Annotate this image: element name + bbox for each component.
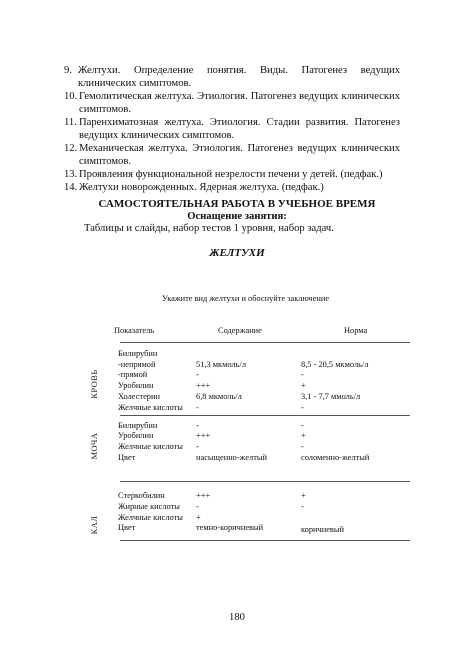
header-norm: Норма [344, 326, 368, 335]
row-value: - [196, 442, 199, 451]
header-indicator: Показатель [114, 326, 155, 335]
task-text: Укажите вид желтухи и обоснуйте заключение [162, 294, 330, 303]
divider [120, 415, 410, 416]
row-name: Желчные кислоты [118, 513, 183, 522]
row-name: -непрямой [118, 360, 156, 369]
question-list [64, 64, 400, 194]
row-name: Желчные кислоты [118, 442, 183, 451]
row-value: +++ [196, 381, 211, 390]
list-item [64, 181, 400, 194]
list-item [64, 116, 400, 142]
row-name: Холестерин [118, 392, 160, 401]
row-name: Билирубин [118, 349, 158, 358]
list-item [64, 168, 400, 181]
row-norm: - [301, 442, 304, 451]
equipment-text: Таблицы и слайды, набор тестов 1 уровня, набор задач. [84, 223, 334, 234]
row-value: - [196, 421, 199, 430]
row-name: -прямой [118, 370, 148, 379]
row-value: - [196, 370, 199, 379]
row-value: - [196, 502, 199, 511]
group-label-urine: МОЧА [90, 432, 99, 460]
row-norm: + [301, 381, 306, 390]
row-value: +++ [196, 431, 211, 440]
page-number: 180 [229, 612, 245, 623]
row-name: Жирные кислоты [118, 502, 180, 511]
row-norm: 3,1 - 7,7 ммоль/л [301, 392, 361, 401]
item-number: 12. [64, 143, 78, 154]
list-item [64, 90, 400, 116]
divider [120, 342, 410, 343]
item-number: 14. [64, 182, 78, 193]
row-name: Цвет [118, 523, 136, 532]
item-number: 13. [64, 169, 78, 180]
group-label-stool: КАЛ [90, 515, 99, 535]
row-norm: + [301, 491, 306, 500]
list-item [64, 64, 400, 90]
item-text: Гемолитическая желтуха. Этиология. Патогенез ведущих клинических симптомов. [79, 91, 400, 115]
row-norm: + [301, 431, 306, 440]
item-text: Проявления функциональной незрелости печени у детей. (педфак.) [79, 169, 383, 180]
row-value: +++ [196, 491, 211, 500]
item-number: 9. [64, 65, 72, 76]
row-value: 6,8 мкмоль/л [196, 392, 242, 401]
section-title: САМОСТОЯТЕЛЬНАЯ РАБОТА В УЧЕБНОЕ ВРЕМЯ [98, 198, 376, 210]
group-label-blood: КРОВЬ [90, 369, 99, 399]
row-norm: - [301, 403, 304, 412]
row-value: темно-коричневый [196, 523, 264, 532]
row-norm: коричневый [301, 525, 344, 534]
divider [120, 540, 410, 541]
item-text: Паренхиматозная желтуха. Этиология. Стадии развития. Патогенез ведущих клинических симптомов. [79, 117, 400, 141]
row-name: Стеркобилин [118, 491, 165, 500]
divider [120, 481, 410, 482]
row-name: Желчные кислоты [118, 403, 183, 412]
row-value: насыщенно-желтый [196, 453, 267, 462]
row-value: 51,3 мкмоль/л [196, 360, 247, 369]
header-value: Содержание [218, 326, 262, 335]
row-norm: - [301, 421, 304, 430]
item-number: 10. [64, 91, 78, 102]
row-name: Уробилин [118, 431, 154, 440]
section-subtitle: Оснащение занятия: [187, 211, 287, 222]
row-norm: - [301, 502, 304, 511]
row-name: Уробилин [118, 381, 154, 390]
row-value: - [196, 403, 199, 412]
row-name: Цвет [118, 453, 136, 462]
row-norm: 8,5 - 20,5 мкмоль/л [301, 360, 369, 369]
row-value: + [196, 513, 201, 522]
item-number: 11. [64, 117, 77, 128]
item-text: Желтухи новорожденных. Ядерная желтуха. (педфак.) [79, 182, 324, 193]
row-name: Билирубин [118, 421, 158, 430]
list-item [64, 142, 400, 168]
item-text: Механическая желтуха. Этиология. Патогенез ведущих клинических симптомов. [79, 143, 400, 167]
row-norm: соломенно-желтый [301, 453, 370, 462]
topic-title: ЖЕЛТУХИ [209, 247, 265, 259]
row-norm: - [301, 370, 304, 379]
item-text: Желтухи. Определение понятия. Виды. Патогенез ведущих клинических симптомов. [78, 65, 400, 89]
